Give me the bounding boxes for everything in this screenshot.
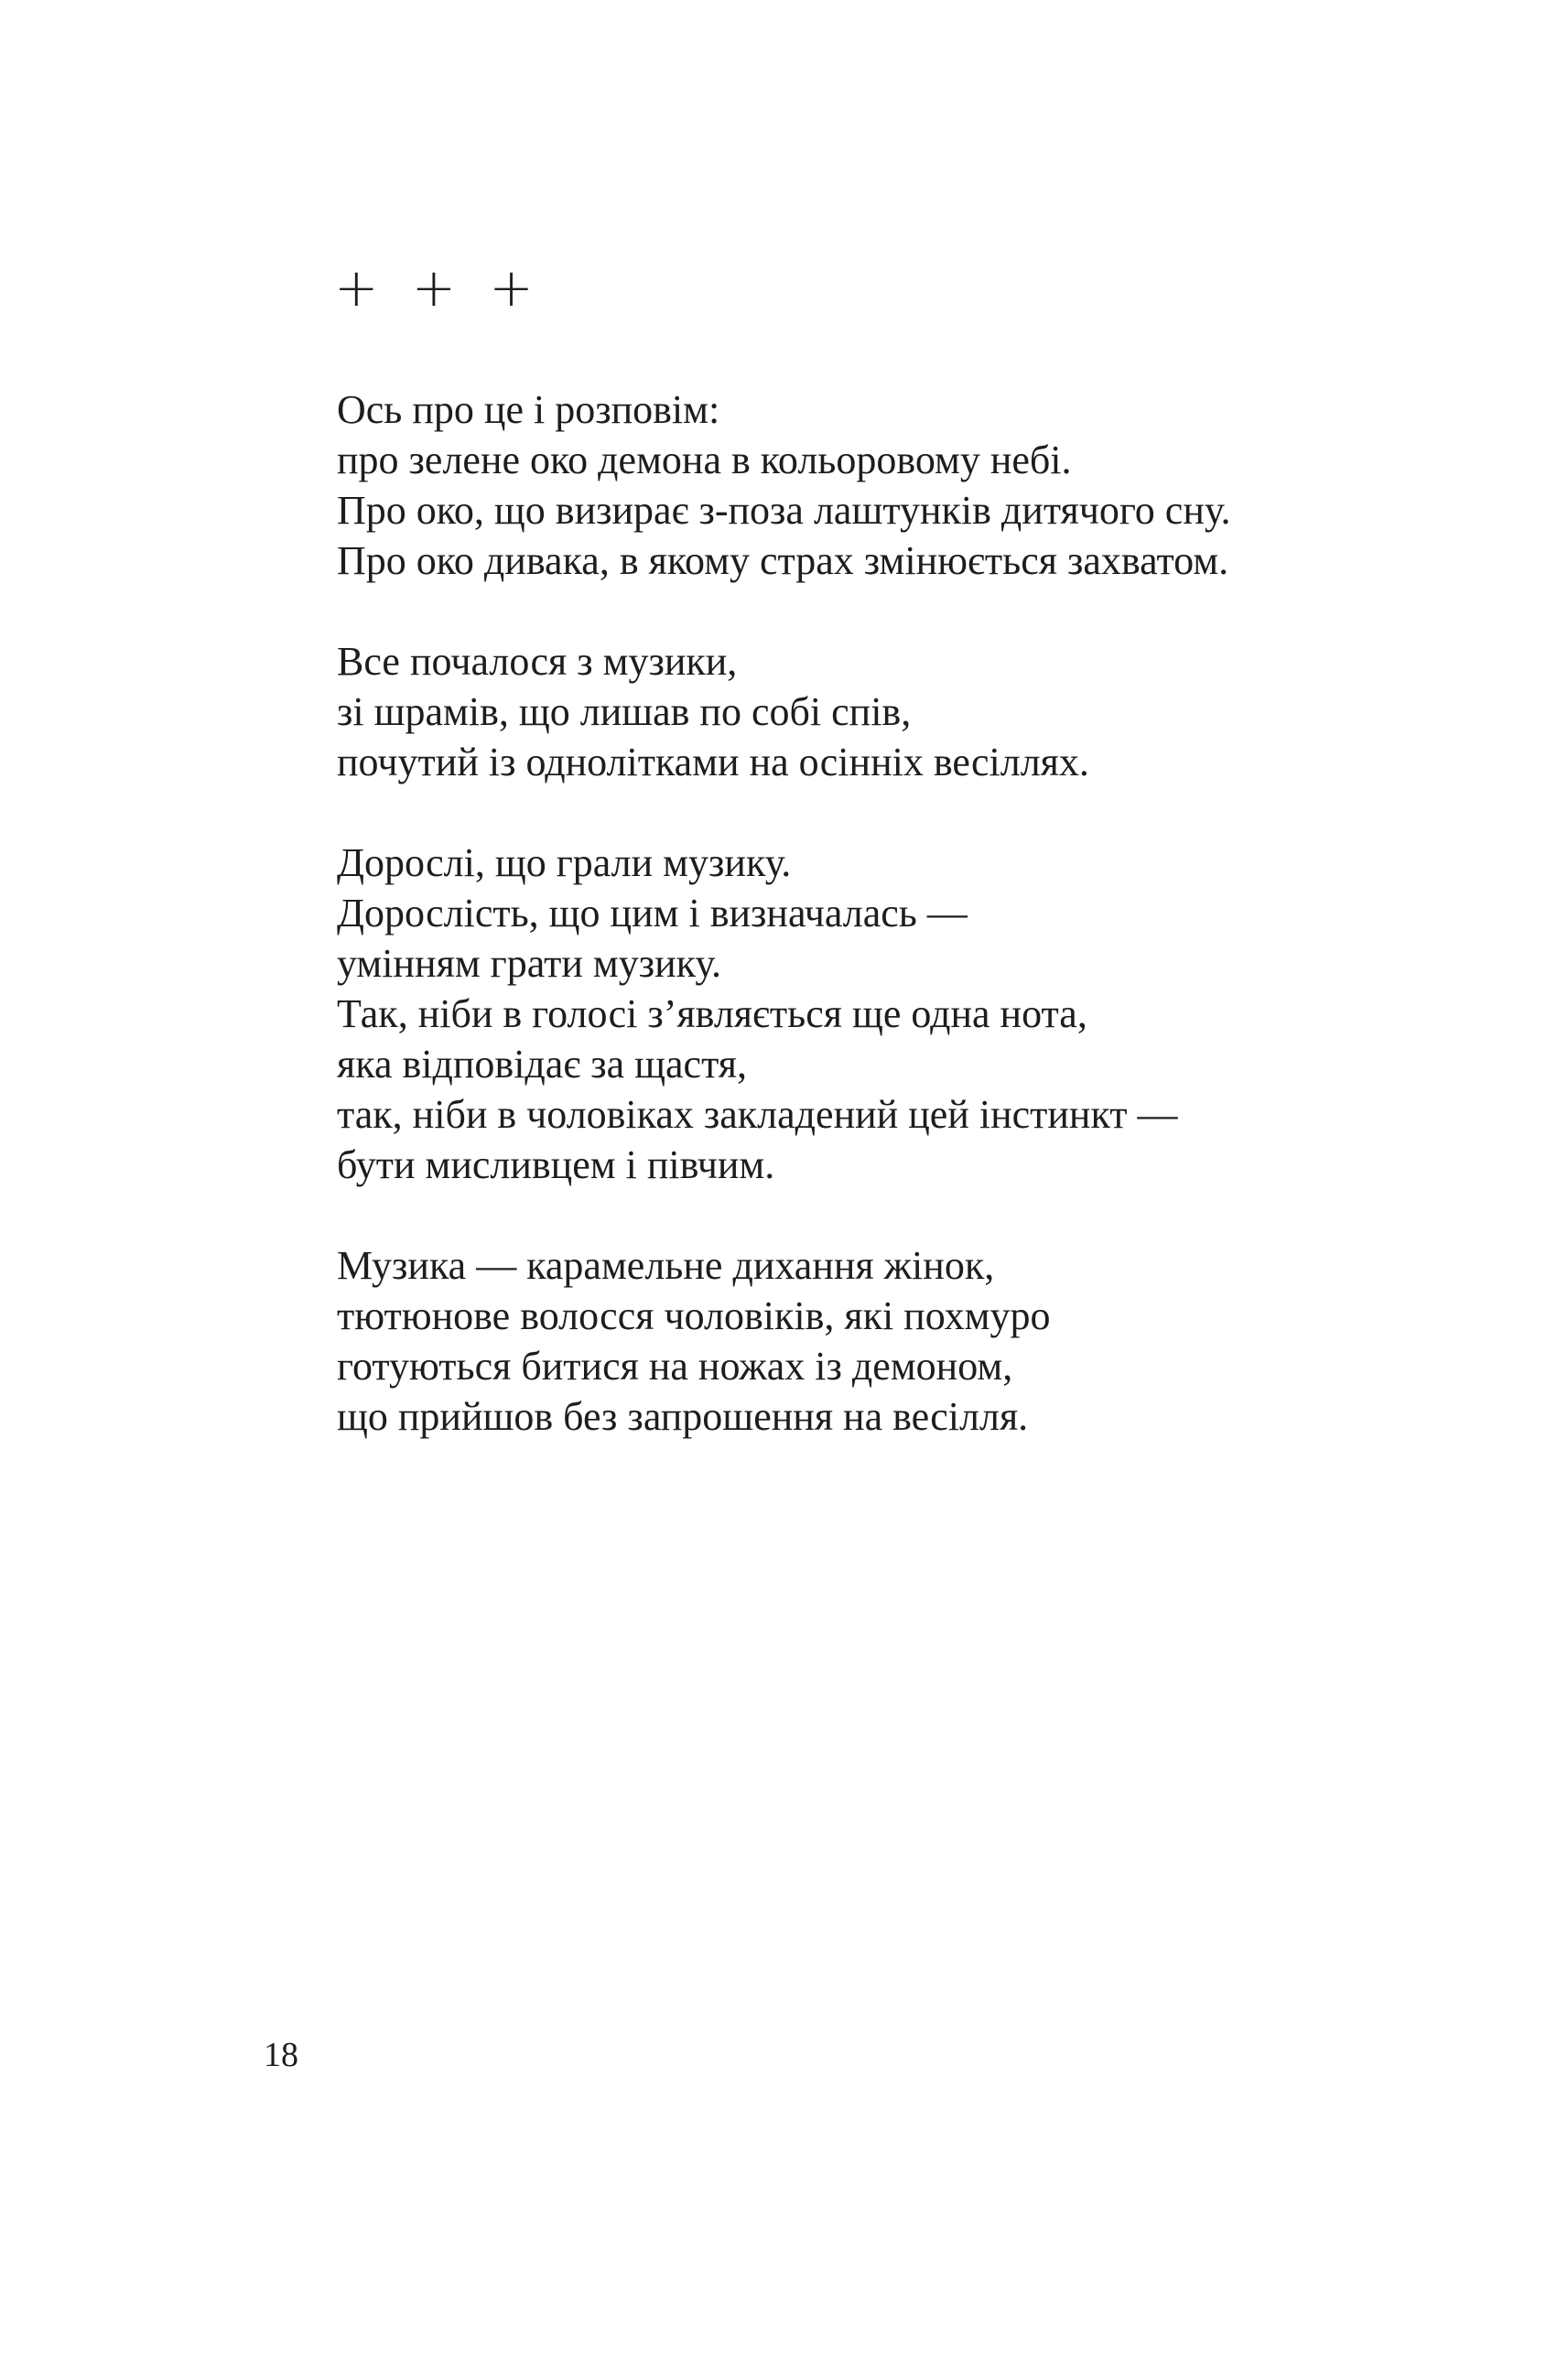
poem-line: Все почалося з музики, xyxy=(337,639,738,684)
poem-line: так, ніби в чоловіках закладений цей інстинкт — xyxy=(337,1092,1178,1137)
poem-line: тютюнове волосся чоловіків, які похмуро xyxy=(337,1293,1051,1338)
poem-line: бути мисливцем і півчим. xyxy=(337,1142,775,1187)
page-number: 18 xyxy=(264,2036,298,2074)
poem-line: умінням грати музику. xyxy=(337,941,721,986)
poem-line: яка відповідає за щастя, xyxy=(337,1042,747,1087)
stanza-2 xyxy=(337,636,1481,787)
poem-body xyxy=(337,384,1481,1492)
poem-line: почутий із однолітками на осінніх весіллях. xyxy=(337,740,1089,784)
poem-line: Так, ніби в голосі з’являється ще одна нота, xyxy=(337,991,1087,1036)
poem-line: Ось про це і розповім: xyxy=(337,387,720,432)
poem-line: про зелене око демона в кольоровому небі. xyxy=(337,438,1072,482)
ornament-plus-1: + xyxy=(334,256,379,319)
stanza-1 xyxy=(337,384,1481,586)
section-ornament xyxy=(334,256,534,319)
ornament-plus-3: + xyxy=(489,256,534,319)
stanza-3 xyxy=(337,838,1481,1190)
poem-line: зі шрамів, що лишав по собі спів, xyxy=(337,689,912,734)
poem-line: Музика — карамельне дихання жінок, xyxy=(337,1243,995,1288)
poem-line: Дорослі, що грали музику. xyxy=(337,840,792,885)
poem-line: Про око, що визирає з-поза лаштунків дитячого сну. xyxy=(337,488,1231,533)
poem-line: Про око дивака, в якому страх змінюється захватом. xyxy=(337,538,1229,583)
stanza-4 xyxy=(337,1240,1481,1442)
ornament-plus-2: + xyxy=(411,256,457,319)
poem-line: готуються битися на ножах із демоном, xyxy=(337,1344,1013,1389)
poem-line: Дорослість, що цим і визначалась — xyxy=(337,891,968,935)
poem-line: що прийшов без запрошення на весілля. xyxy=(337,1394,1029,1439)
